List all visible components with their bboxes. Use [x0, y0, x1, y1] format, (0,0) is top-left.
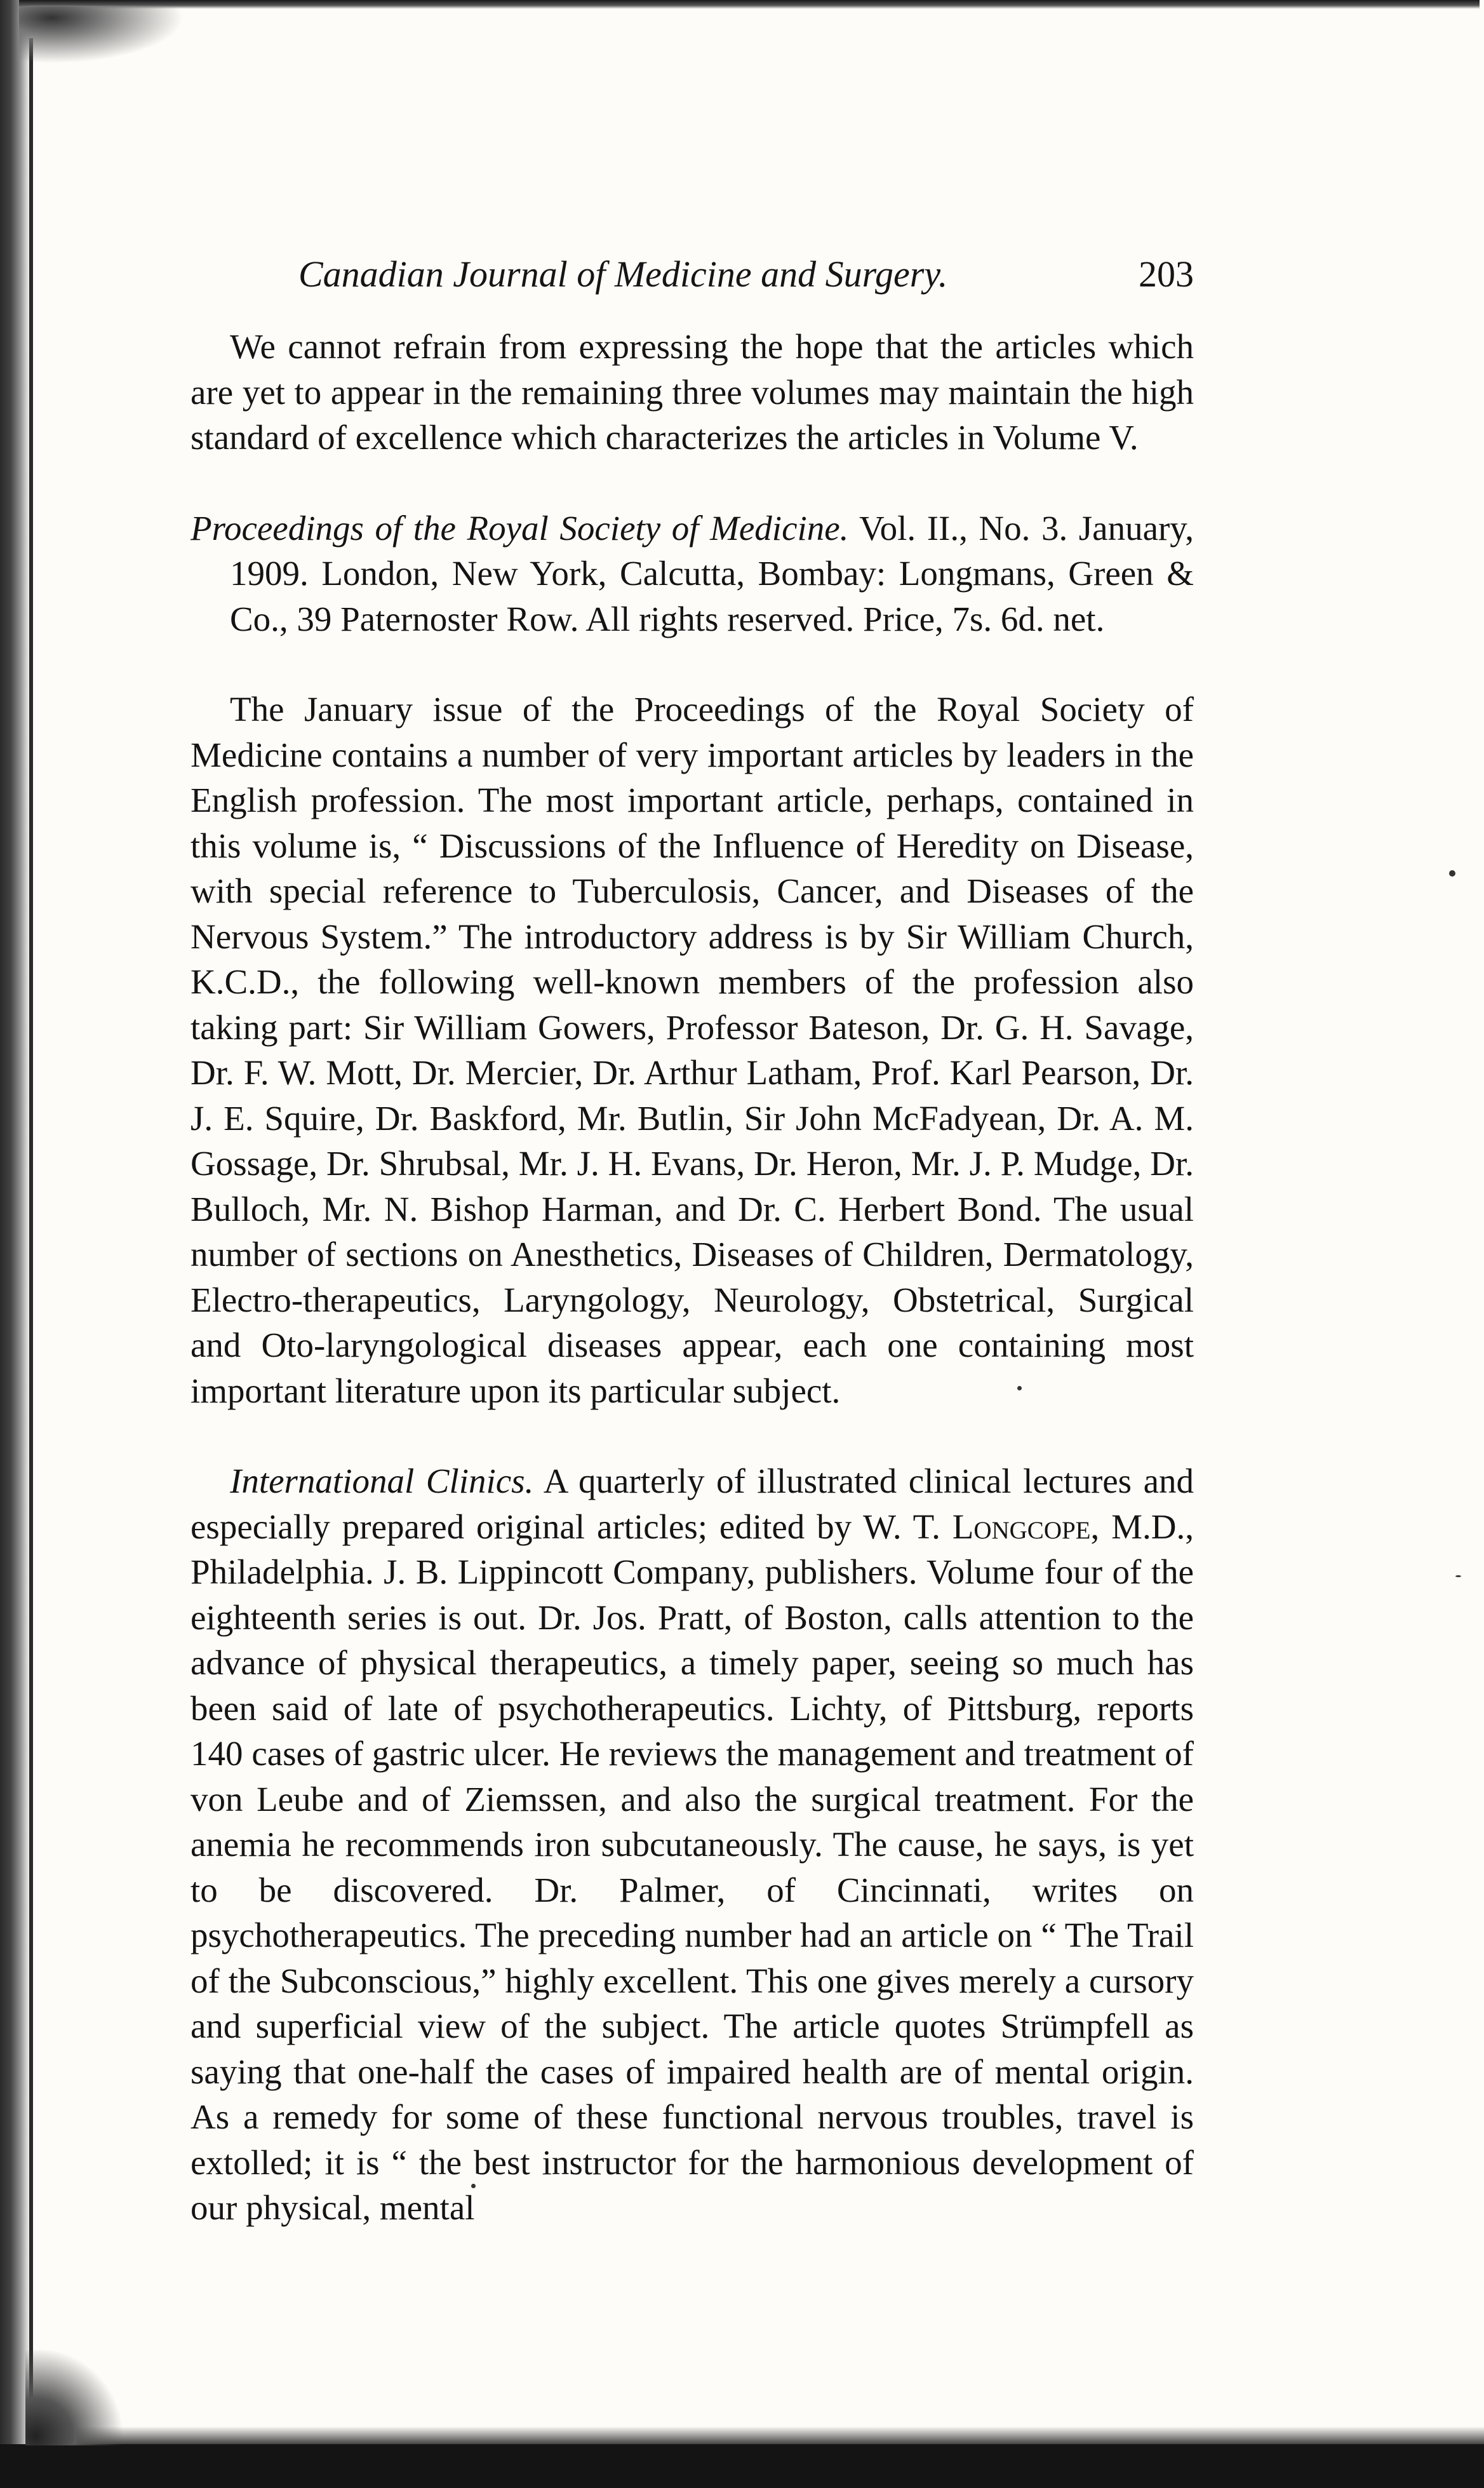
scan-speck — [1455, 1575, 1461, 1577]
page-bottom-edge — [0, 2444, 1484, 2488]
page-bottom-shadow — [76, 2426, 1484, 2445]
page-left-rule — [29, 38, 33, 2439]
running-header — [191, 253, 1194, 297]
page-top-edge-shadow — [19, 0, 1480, 9]
review-citation-proceedings: Vol. II., No. 3. January, 1909. London, New York, Calcutta, Bombay: Longmans, Green & Co., 39 Paternoster Row. All rights reserved. Price, 7s. 6d. net. — [230, 508, 1194, 638]
review-text-part-b: , M.D., Philadelphia. J. B. Lippincott Company, publishers. Volume four of the eighteenth series is out. Dr. Jos. Pratt, of Boston, calls attention to the advance of physical therapeutics, a timely paper, seeing so much has been said of late of psychotherapeutics. Lichty, of Pittsburg, reports 140 cases of gastric ulcer. He reviews the management and treatment of von Leube and of Ziemssen, and also the surgical treatment. For the anemia he recommends iron subcutaneously. The cause, he says, is yet to be discovered. Dr. Palmer, of Cincinnati, writes on psychotherapeutics. The preceding number had an article on “ The Trail of the Subconscious,” highly excellent. This one gives merely a cursory and superficial view of the subject. The article quotes Strümpfell as saying that one-half the cases of impaired health are of mental origin. As a remedy for some of these functional nervous troubles, travel is extolled; it is “ the best instructor for the harmonious development of our physical, mental — [191, 1507, 1194, 2227]
article-body — [191, 324, 1194, 2231]
editor-name: Longcope — [952, 1507, 1091, 1546]
review-title-proceedings: Proceedings of the Royal Society of Medicine. — [191, 508, 849, 548]
paragraph-gap — [191, 1413, 1194, 1458]
paragraph-gap — [191, 642, 1194, 687]
paragraph-proceedings-review: The January issue of the Proceedings of the Royal Society of Medicine contains a number of very important articles by leaders in the English profession. The most important article, perhaps, contained in this volume is, “ Discussions of the Influence of Heredity on Disease, with special reference to Tuberculosis, Cancer, and Diseases of the Nervous System.” The introductory address is by Sir William Church, K.C.D., the following well-known members of the profession also taking part: Sir William Gowers, Professor Bateson, Dr. G. H. Savage, Dr. F. W. Mott, Dr. Mercier, Dr. Arthur Latham, Prof. Karl Pearson, Dr. J. E. Squire, Dr. Baskford, Mr. Butlin, Sir John McFadyean, Dr. A. M. Gossage, Dr. Shrubsal, Mr. J. H. Evans, Dr. Heron, Mr. J. P. Mudge, Dr. Bulloch, Mr. N. Bishop Harman, and Dr. C. Herbert Bond. The usual number of sections on Anesthetics, Diseases of Children, Dermatology, Electro-therapeutics, Laryngology, Neurology, Obstetrical, Surgical and Oto-laryngological diseases appear, each one containing most important literature upon its particular subject. — [191, 690, 1194, 1410]
scan-speck — [1449, 870, 1455, 877]
page-left-edge-shadow — [0, 0, 30, 2488]
paragraph-international-clinics — [191, 1458, 1194, 2231]
review-text-part-a: A quarterly of illustrated clinical lectures and especially prepared original articles; edited by W. T. — [191, 1462, 1194, 1546]
review-entry-proceedings — [191, 506, 1194, 642]
scan-smudge-top — [19, 6, 184, 64]
journal-running-title: Canadian Journal of Medicine and Surgery. — [298, 253, 948, 295]
review-title-international-clinics: International Clinics. — [230, 1462, 534, 1500]
scan-smudge-bottom-left — [25, 2350, 127, 2445]
paragraph-gap — [191, 461, 1194, 506]
page-number: 203 — [1139, 253, 1194, 295]
paragraph-closing-remarks: We cannot refrain from expressing the hope that the articles which are yet to appear in the remaining three volumes may maintain the high standard of excellence which characterizes the articles in Volume V. — [191, 327, 1194, 457]
